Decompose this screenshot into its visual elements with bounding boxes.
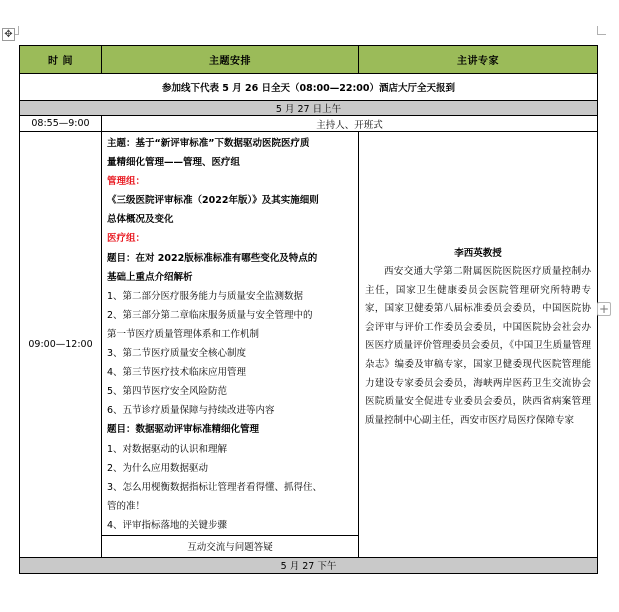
topic-line: 基础上重点介绍解析 [107, 271, 193, 283]
schedule-table [19, 45, 598, 574]
day-label-pm: 5 月 27 下午 [20, 557, 598, 573]
session-row [20, 132, 598, 536]
registration-notice: 参加线下代表 5 月 26 日全天（08:00—22:00）酒店大厅全天报到 [20, 74, 598, 101]
topic-lines-list [107, 134, 354, 535]
day-row-pm [20, 557, 598, 573]
topic-line: 题目：数据驱动评审标准精细化管理 [107, 424, 260, 436]
topic-line: 管的准！ [107, 500, 146, 512]
topic-line: 6、五节诊疗质量保障与持续改进等内容 [107, 405, 275, 417]
header-topic: 主题安排 [102, 46, 359, 74]
topic-line: 2、第三部分第二章临床服务质量与安全管理中的 [107, 309, 313, 321]
speaker-cell [359, 132, 598, 558]
topic-line: 《三级医院评审标准（2022年版）》及其实施细则 [107, 195, 319, 207]
speaker-name: 李西英教授 [454, 248, 502, 259]
header-time: 时 间 [20, 46, 102, 74]
topic-line: 医疗组： [107, 233, 146, 245]
topic-line: 4、第三节医疗技术临床应用管理 [107, 367, 247, 379]
header-row [20, 46, 598, 74]
topic-line: 4、评审指标落地的关键步骤 [107, 519, 228, 531]
topic-line: 主题：基于“新评审标准”下数据驱动医院医疗质 [107, 138, 310, 149]
topic-line: 量精细化管理——管理、医疗组 [107, 157, 241, 169]
header-speaker: 主讲专家 [359, 46, 598, 74]
day-label-am: 5 月 27 日上午 [20, 101, 598, 116]
topic-line: 题目：在对 2022版标准标准有哪些变化及特点的 [107, 252, 318, 264]
session-time: 09:00—12:00 [20, 132, 102, 558]
opening-row [20, 116, 598, 132]
topic-line: 第一节医疗质量管理体系和工作机制 [107, 328, 260, 340]
day-row-am [20, 101, 598, 116]
qa-label: 互动交流与问题答疑 [102, 535, 359, 557]
topic-line: 1、对数据驱动的认识和理解 [107, 443, 228, 455]
topic-line: 管理组： [107, 176, 146, 188]
opening-label: 主持人、开班式 [102, 116, 598, 132]
topic-line: 2、为什么应用数据驱动 [107, 462, 209, 474]
opening-time: 08:55—9:00 [20, 116, 102, 132]
margin-corner-mark [597, 26, 606, 35]
table-move-handle-icon[interactable]: ✥ [2, 28, 15, 41]
session-topics [102, 132, 359, 536]
topic-line: 3、第二节医疗质量安全核心制度 [107, 348, 247, 360]
registration-row [20, 74, 598, 101]
add-column-icon[interactable]: + [598, 302, 610, 316]
topic-line: 5、第四节医疗安全风险防范 [107, 386, 228, 398]
topic-line: 总体概况及变化 [107, 214, 174, 226]
speaker-bio: 西安交通大学第二附属医院医院医疗质量控制办主任，国家卫生健康委员会医院管理研究所特聘专家，国家卫健委第八届标准委员会委员，中国医院协会评审与评价工作委员会委员，中国医院协会社会办医医疗质量评价管理委员会委员，《中国卫生质量管理杂志》编委及审稿专家，国家卫健委现代医院管理能力建设专家委员会委员，海峡两岸医药卫生交流协会医院质量安全促进专业委员会委员，陕西省病案管理质量控制中心副主任，西安市医疗局医疗保障专家 [365, 266, 591, 426]
topic-line: 3、怎么用枧衡数据指标让管理者看得懂、抓得住、 [107, 481, 323, 493]
topic-line: 1、第二部分医疗服务能力与质量安全监测数据 [107, 290, 304, 302]
